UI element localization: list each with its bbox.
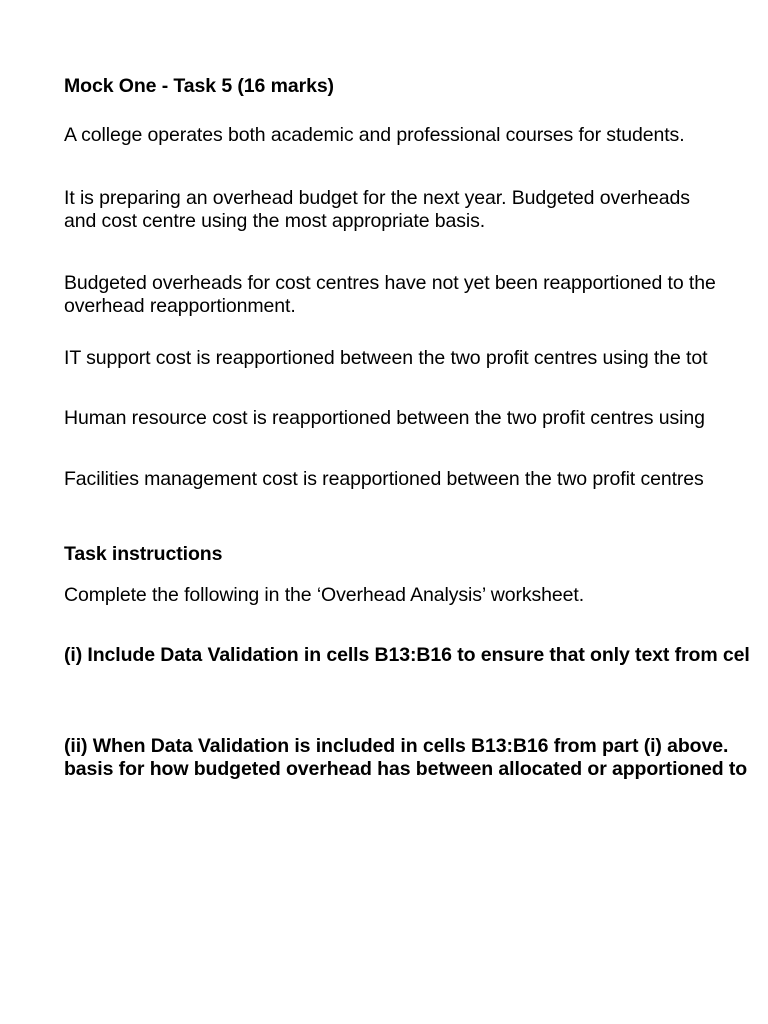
task-instructions-heading: Task instructions xyxy=(64,543,223,565)
facilities-paragraph: Facilities management cost is reapportioned between the two profit centres xyxy=(64,468,704,490)
budget-paragraph-line-2: and cost centre using the most appropriate basis. xyxy=(64,210,486,232)
part-ii-instruction-line-1: (ii) When Data Validation is included in cells B13:B16 from part (i) above. xyxy=(64,735,729,757)
reapportion-paragraph-line-1: Budgeted overheads for cost centres have not yet been reapportioned to the xyxy=(64,272,716,294)
budget-paragraph-line-1: It is preparing an overhead budget for the next year. Budgeted overheads xyxy=(64,187,690,209)
it-support-paragraph: IT support cost is reapportioned between the two profit centres using the tot xyxy=(64,347,708,369)
task-heading: Mock One - Task 5 (16 marks) xyxy=(64,75,334,97)
complete-instruction: Complete the following in the ‘Overhead Analysis’ worksheet. xyxy=(64,584,585,606)
part-i-instruction: (i) Include Data Validation in cells B13:B16 to ensure that only text from cel xyxy=(64,644,750,666)
human-resource-paragraph: Human resource cost is reapportioned between the two profit centres using xyxy=(64,407,705,429)
reapportion-paragraph-line-2: overhead reapportionment. xyxy=(64,295,296,317)
part-ii-instruction-line-2: basis for how budgeted overhead has between allocated or apportioned to xyxy=(64,758,748,780)
intro-paragraph: A college operates both academic and professional courses for students. xyxy=(64,124,685,146)
